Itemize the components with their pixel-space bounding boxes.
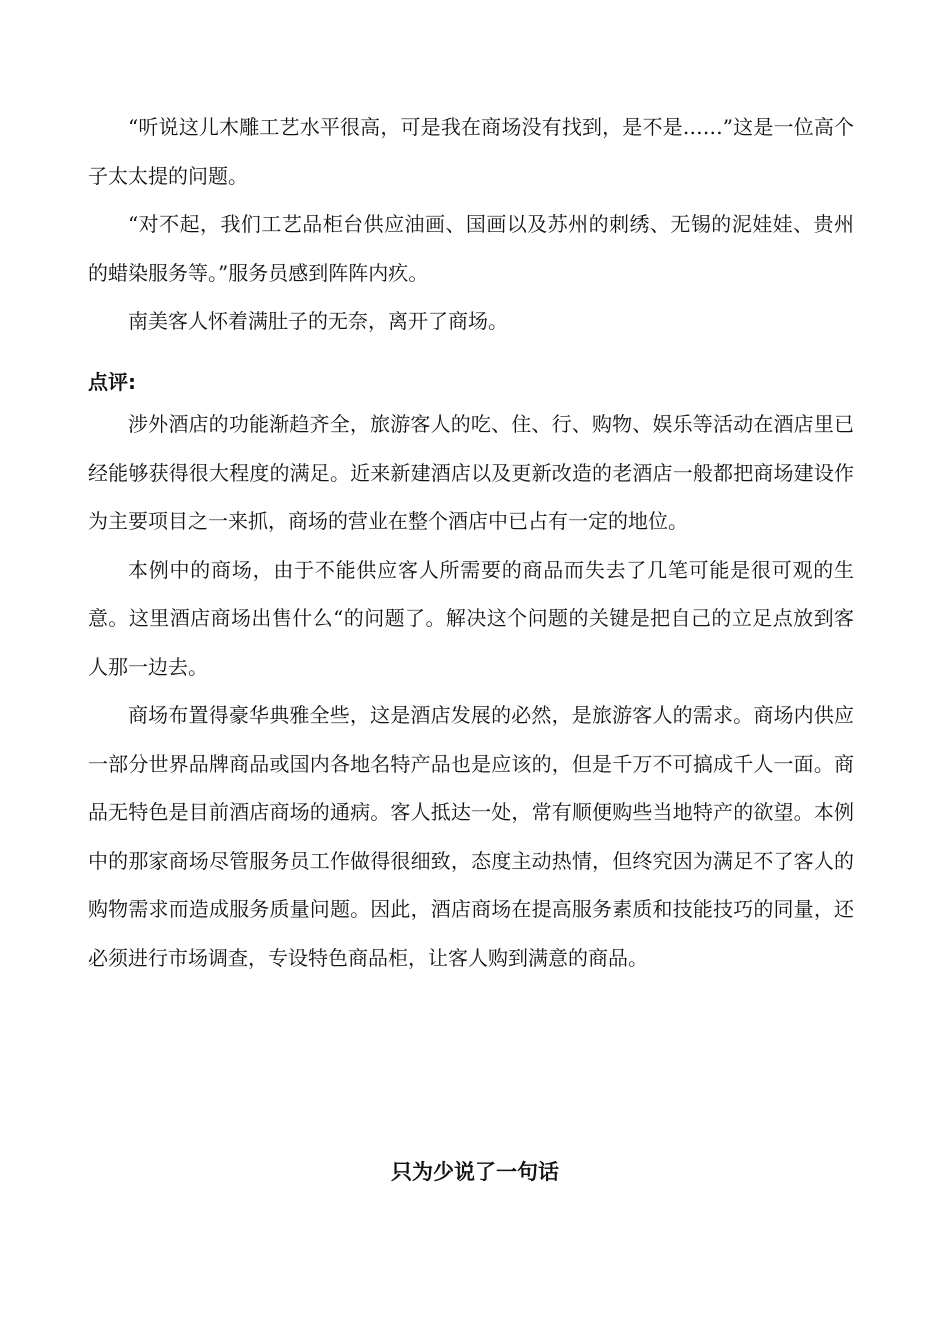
- paragraph-reply: “对不起，我们工艺品柜台供应油画、国画以及苏州的刺绣、无锡的泥娃娃、贵州的蜡染服务等。”服务员感到阵阵内疚。: [88, 212, 854, 285]
- next-section-title: 只为少说了一句话: [391, 1160, 559, 1184]
- paragraph-question: “听说这儿木雕工艺水平很高，可是我在商场没有找到，是不是……”这是一位高个子太太提的问题。: [88, 115, 854, 188]
- paragraph-comment-1: 涉外酒店的功能渐趋齐全，旅游客人的吃、住、行、购物、娱乐等活动在酒店里已经能够获得很大程度的满足。近来新建酒店以及更新改造的老酒店一般都把商场建设作为主要项目之一来抓，商场的营业在整个酒店中已占有一定的地位。: [88, 412, 854, 533]
- comment-text: [88, 400, 854, 982]
- story-text: [88, 103, 854, 346]
- comment-heading: 点评:: [88, 370, 136, 394]
- paragraph-departure: 南美客人怀着满肚子的无奈，离开了商场。: [128, 309, 508, 333]
- paragraph-comment-3: 商场布置得豪华典雅全些，这是酒店发展的必然，是旅游客人的需求。商场内供应一部分世界品牌商品或国内各地名特产品也是应该的，但是千万不可搞成千人一面。商品无特色是目前酒店商场的通病。客人抵达一处，常有顺便购些当地特产的欲望。本例中的那家商场尽管服务员工作做得很细致，态度主动热情，但终究因为满足不了客人的购物需求而造成服务质量问题。因此，酒店商场在提高服务素质和技能技巧的同量，还必须进行市场调查，专设特色商品柜，让客人购到满意的商品。: [88, 703, 854, 970]
- paragraph-comment-2: 本例中的商场，由于不能供应客人所需要的商品而失去了几笔可能是很可观的生意。这里酒店商场出售什么“的问题了。解决这个问题的关键是把自己的立足点放到客人那一边去。: [88, 557, 854, 679]
